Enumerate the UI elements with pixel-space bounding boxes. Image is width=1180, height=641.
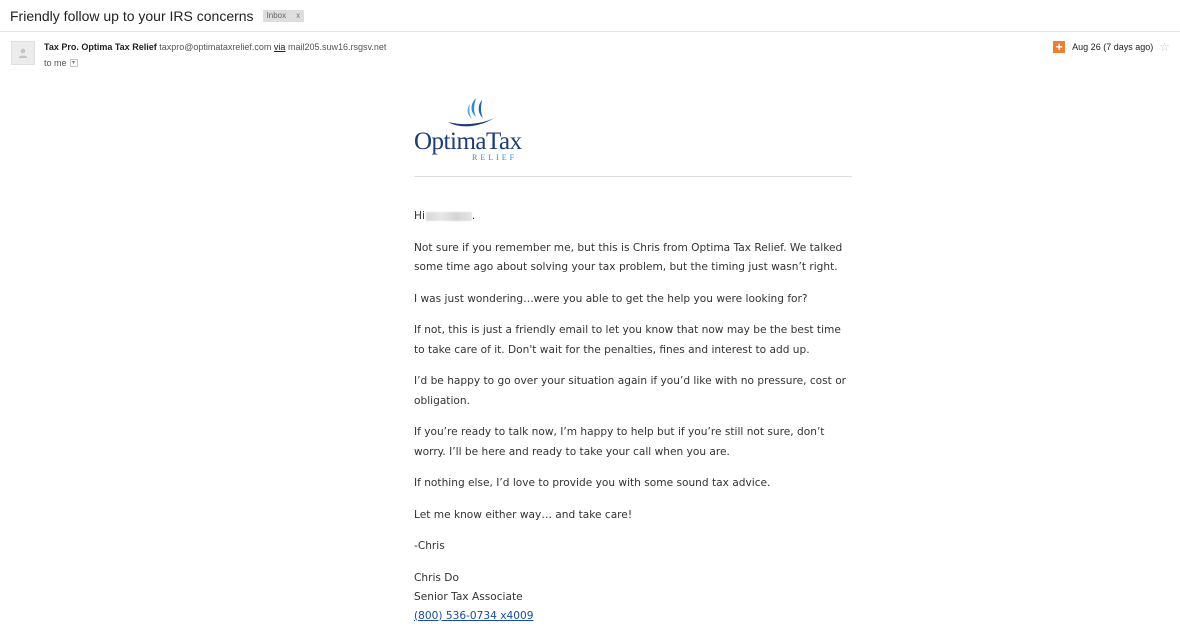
recipient-text: to me bbox=[44, 58, 67, 68]
subject-bar bbox=[10, 6, 304, 26]
email-subject: Friendly follow up to your IRS concerns bbox=[10, 8, 254, 24]
redacted-name bbox=[426, 212, 472, 221]
message-text bbox=[414, 207, 854, 626]
message-meta bbox=[1053, 41, 1170, 53]
signature-block bbox=[414, 569, 854, 626]
optima-tax-relief-logo bbox=[414, 96, 852, 164]
greeting bbox=[414, 207, 854, 227]
add-icon[interactable]: + bbox=[1053, 41, 1065, 53]
header-divider bbox=[0, 31, 1180, 32]
sign-off: -Chris bbox=[414, 540, 445, 552]
signature-phone-link[interactable]: (800) 536-0734 x4009 bbox=[414, 609, 534, 622]
remove-label-button[interactable]: x bbox=[296, 11, 301, 20]
sender-line bbox=[44, 42, 386, 52]
logo-flame-icon bbox=[442, 96, 502, 132]
inbox-label-text: Inbox bbox=[266, 11, 287, 20]
star-icon[interactable]: ☆ bbox=[1159, 40, 1170, 54]
message-date: Aug 26 (7 days ago) bbox=[1072, 42, 1154, 52]
inbox-label-tag[interactable] bbox=[263, 10, 305, 22]
email-body bbox=[414, 96, 852, 622]
paragraph: If not, this is just a friendly email to let you know that now may be the best time to take care of it. Don't wait for the penalties, fines and interest to add up. bbox=[414, 324, 841, 356]
signature-name: Chris Do bbox=[414, 571, 459, 584]
recipient-line bbox=[44, 58, 78, 68]
paragraph: Not sure if you remember me, but this is Chris from Optima Tax Relief. We talked some time ago about solving your tax problem, but the timing just wasn’t right. bbox=[414, 241, 843, 273]
paragraph: I’d be happy to go over your situation again if you’d like with no pressure, cost or obligation. bbox=[414, 375, 847, 407]
paragraph: If you’re ready to talk now, I’m happy to help but if you’re still not sure, don’t worry. I’ll be here and ready to take your call when you are. bbox=[414, 426, 825, 458]
paragraph: Let me know either way… and take care! bbox=[414, 508, 633, 521]
logo-word-optima: Optima bbox=[414, 128, 486, 155]
sending-server: mail205.suw16.rsgsv.net bbox=[287, 42, 387, 52]
signature-title: Senior Tax Associate bbox=[414, 590, 523, 603]
greeting-period: . bbox=[471, 210, 476, 222]
paragraph: I was just wondering…were you able to get the help you were looking for? bbox=[414, 292, 808, 305]
sender-avatar[interactable] bbox=[11, 41, 35, 65]
via-link[interactable]: via bbox=[273, 42, 286, 52]
sender-name[interactable]: Tax Pro. Optima Tax Relief bbox=[44, 42, 157, 52]
logo-tagline: RELIEF bbox=[472, 153, 518, 162]
person-icon bbox=[17, 47, 29, 59]
logo-divider bbox=[414, 176, 852, 177]
sender-email: taxpro@optimataxrelief.com bbox=[159, 42, 272, 52]
chevron-down-icon[interactable]: ▾ bbox=[70, 59, 78, 67]
greeting-word: Hi bbox=[414, 210, 425, 222]
paragraph: If nothing else, I’d love to provide you with some sound tax advice. bbox=[414, 477, 771, 489]
logo-word-tax: Tax bbox=[486, 128, 522, 155]
